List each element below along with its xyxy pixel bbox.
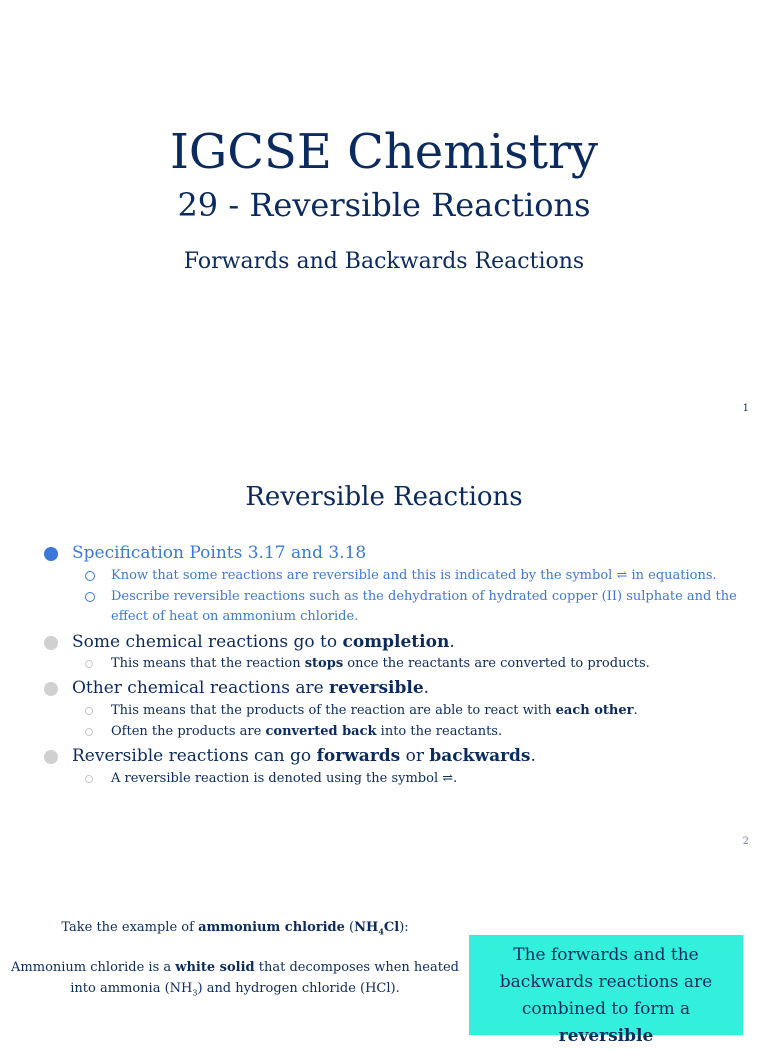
bullet-dot-grey: [44, 636, 58, 650]
callout-line2: backwards reactions are: [499, 972, 713, 992]
callout-line1: The forwards and the: [513, 945, 699, 965]
page-number-2: 2: [742, 836, 749, 847]
spec-heading: Specification Points 3.17 and 3.18: [72, 543, 367, 563]
sub-bullet-each-other: This means that the products of the reaction are able to react with each other.: [111, 703, 638, 718]
sub-bullet-stops: This means that the reaction stops once the reactants are converted to products.: [111, 656, 650, 671]
spec-point-1: Know that some reactions are reversible and this is indicated by the symbol ⇌ in equations.: [111, 568, 717, 583]
slide2-title: Reversible Reactions: [245, 482, 523, 512]
bullet-completion: Some chemical reactions go to completion.: [72, 632, 455, 652]
sub-bullet-symbol: A reversible reaction is denoted using the symbol ⇌.: [111, 771, 458, 786]
slide1-subtitle: 29 - Reversible Reactions: [177, 186, 591, 224]
sub-bullet-ring: [85, 660, 93, 668]
bullet-dot-blue: [44, 547, 58, 561]
decomposition-line1: Ammonium chloride is a white solid that decomposes when heated: [11, 960, 459, 975]
bullet-reversible: Other chemical reactions are reversible.: [72, 678, 430, 698]
spec-point-2-line1: Describe reversible reactions such as the dehydration of hydrated copper (II) sulphate and the: [111, 589, 737, 604]
bullet-dot-grey: [44, 750, 58, 764]
example-intro: Take the example of ammonium chloride $(NH_4Cl)$:: [61, 920, 409, 937]
decomposition-line2: into ammonia $(NH_3)$ and hydrogen chloride (HCl).: [70, 981, 400, 998]
sub-bullet-ring: [85, 775, 93, 783]
slide1-title: IGCSE Chemistry: [169, 124, 599, 180]
bullet-forwards-backwards: Reversible reactions can go forwards or backwards.: [72, 746, 536, 766]
sub-bullet-ring: [85, 707, 93, 715]
spec-point-2-line2: effect of heat on ammonium chloride.: [111, 609, 359, 624]
bullet-dot-grey: [44, 682, 58, 696]
callout-line3: combined to form a reversible: [521, 999, 691, 1046]
callout-box: [469, 935, 743, 1046]
sub-bullet-ring: [85, 728, 93, 736]
sub-bullet-ring: [85, 592, 95, 602]
page-number-1: 1: [742, 403, 749, 414]
slide1-topic: Forwards and Backwards Reactions: [183, 249, 585, 274]
sub-bullet-converted-back: Often the products are converted back into the reactants.: [111, 724, 503, 739]
sub-bullet-ring: [85, 571, 95, 581]
